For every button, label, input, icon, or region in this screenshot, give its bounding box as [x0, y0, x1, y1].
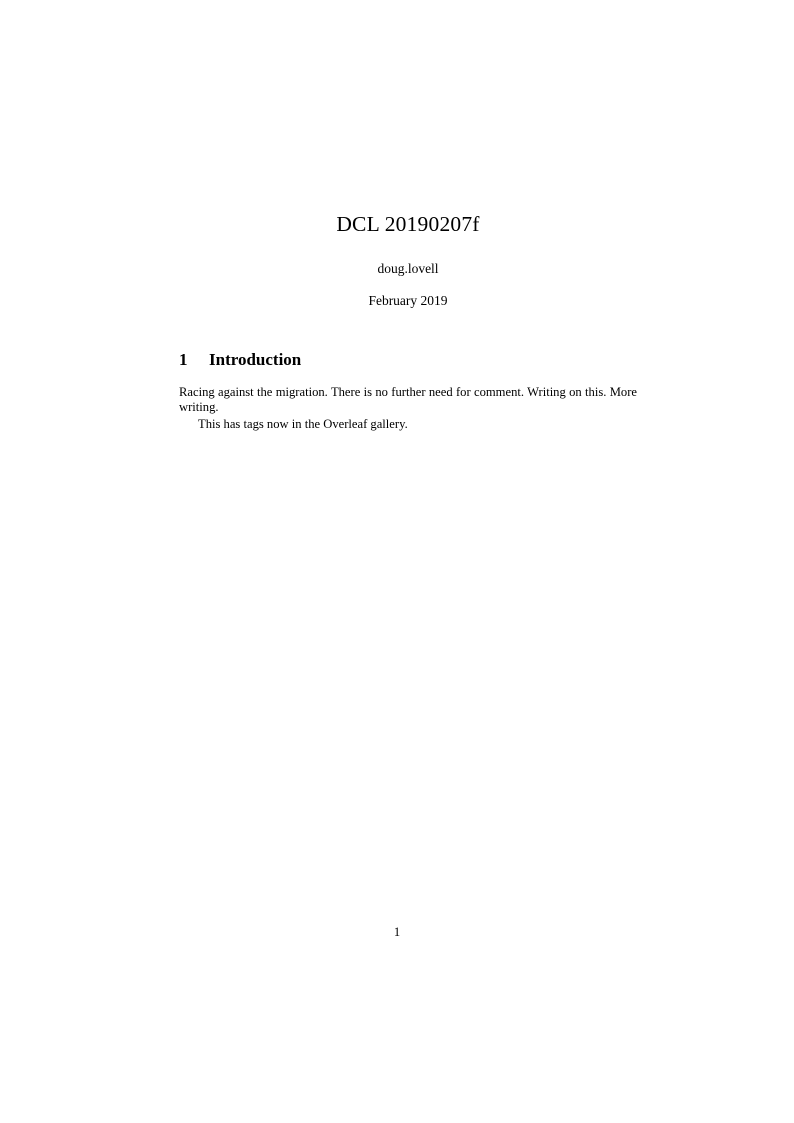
section-number: 1	[179, 350, 188, 369]
page-number: 1	[393, 925, 401, 939]
section-heading-introduction	[179, 309, 637, 370]
document-date: February 2019	[368, 293, 448, 308]
page-title: DCL 20190207f	[336, 212, 480, 236]
page-content	[179, 0, 637, 432]
paragraph: This has tags now in the Overleaf gallery.	[198, 416, 408, 431]
section-title: Introduction	[209, 350, 302, 369]
document-author: doug.lovell	[377, 261, 439, 276]
paragraph: Racing against the migration. There is no further need for comment. Writing on this. More writing.	[179, 385, 637, 415]
